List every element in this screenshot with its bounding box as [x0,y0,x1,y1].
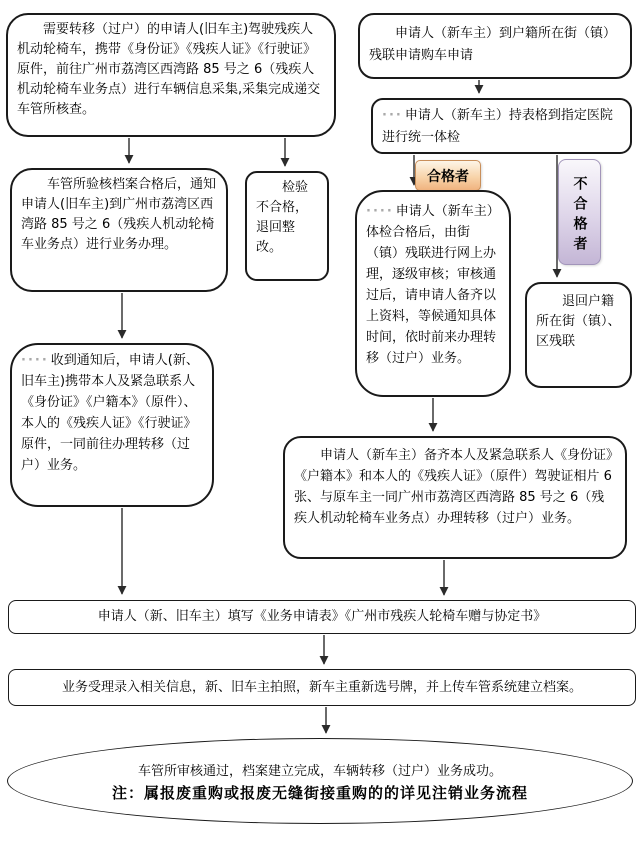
node-success-terminator [7,738,633,824]
node-new-owner-start [358,13,632,79]
node-register-info-text: 业务受理录入相关信息，新、旧车主拍照，新车主重新选号牌，并上传车管系统建立档案。 [61,679,582,695]
node-archive-check-text: 车管所验核档案合格后，通知申请人(旧车主)到广州市荔湾区西湾路 85 号之 6（残疾人机动轮椅车业务点）进行业务办理。 [21,177,217,252]
node-return-to-canlian-text: 退回户籍所在街（镇）、区残联 [536,294,621,349]
node-prepare-materials [283,436,627,559]
branch-label-qualified [415,160,481,191]
node-inspection-fail [245,171,329,281]
node-qualified-process [355,190,511,397]
leader-dots: ···· [366,204,394,219]
node-fill-forms-text: 申请人（新、旧车主）填写《业务申请表》《广州市残疾人轮椅车赠与协定书》 [97,609,547,624]
branch-label-qualified-text: 合格者 [427,168,469,185]
branch-label-unqualified [558,159,601,265]
node-new-owner-start-text: 申请人（新车主）到户籍所在街（镇）残联申请购车申请 [369,26,617,63]
success-text: 车管所审核通过，档案建立完成，车辆转移（过户）业务成功。 [137,763,502,779]
node-prepare-materials-text: 申请人（新车主）备齐本人及紧急联系人《身份证》《户籍本》和本人的《残疾人证》（原件）驾驶证相片 6 张、与原车主一同广州市荔湾区西湾路 85 号之 6（残疾人机动轮椅车业务点）办理转移（过户）业务。 [294,448,613,526]
node-medical-check-text: ··· 申请人（新车主）持表格到指定医院进行统一体检 [382,108,613,145]
node-return-to-canlian [525,282,632,388]
leader-dots: ···· [21,353,49,368]
branch-label-unqualified-text: 不合格者 [571,176,588,256]
node-archive-check [10,168,228,292]
node-qualified-process-text: ···· 申请人（新车主）体检合格后，由街（镇）残联进行网上办理，逐级审核；审核通过后，请申请人备齐以上资料，等候通知具体时间，依时前来办理转移（过户）业务。 [366,204,500,366]
node-inspection-fail-text: 检验不合格，退回整改。 [256,180,309,255]
node-notice-received-text: ···· 收到通知后，申请人(新、旧车主)携带本人及紧急联系人《身份证》《户籍本》（原件）、本人的《残疾人证》《行驶证》原件，一同前往办理转移（过户）业务。 [21,353,199,473]
node-old-owner-start [6,13,336,137]
node-medical-check [371,98,632,154]
node-old-owner-start-text: 需要转移（过户）的申请人(旧车主)驾驶残疾人机动轮椅车，携带《身份证》《残疾人证》《行驶证》原件，前往广州市荔湾区西湾路 85 号之 6（残疾人机动轮椅车业务点）进行车辆信息采集,采集完成递交车管所核查。 [17,22,321,117]
success-note: 注：属报废重购或报废无缝街接重购的的详见注销业务流程 [111,783,528,802]
leader-dots: ··· [382,108,403,123]
node-notice-received [10,343,214,507]
node-fill-forms [8,600,636,634]
node-register-info [8,669,636,706]
